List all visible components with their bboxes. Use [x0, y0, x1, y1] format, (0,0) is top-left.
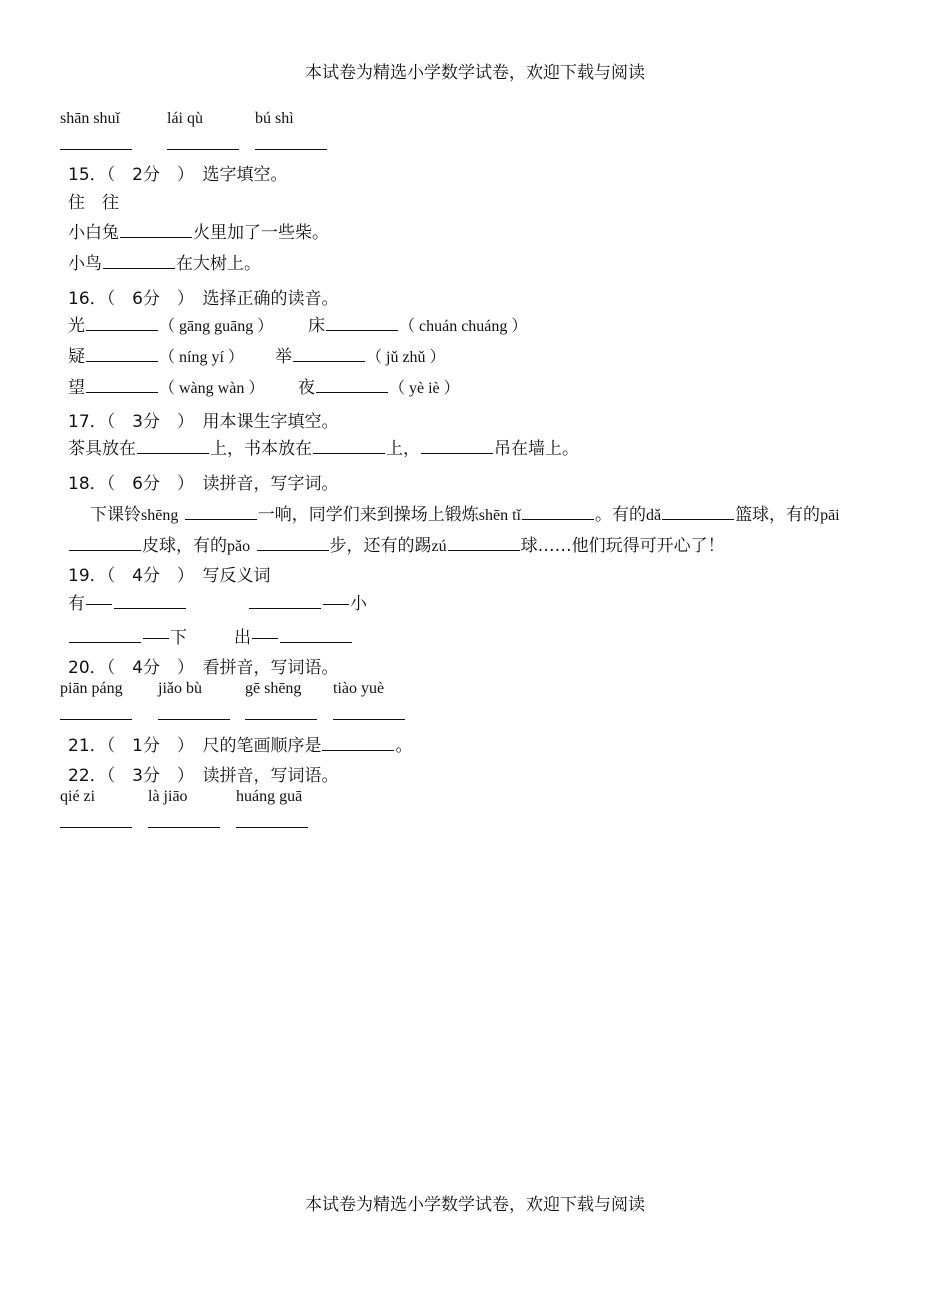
- char: 举: [275, 347, 292, 367]
- antonym-pair-2: [248, 589, 367, 614]
- answer-blank[interactable]: [86, 377, 158, 393]
- question-21: [68, 731, 412, 756]
- answer-blank[interactable]: [522, 504, 594, 520]
- answer-blank[interactable]: [249, 593, 321, 609]
- answer-blank[interactable]: [326, 315, 398, 331]
- sentence-text: 上，: [386, 439, 420, 459]
- answer-blank[interactable]: [120, 222, 192, 238]
- pinyin-choices: （ chuán chuáng ）: [399, 318, 528, 335]
- answer-blank[interactable]: [69, 535, 141, 551]
- antonym-pair-1: [68, 589, 187, 614]
- pinyin-choices: （ níng yí ）: [159, 349, 244, 366]
- period: 。: [395, 736, 413, 756]
- question-17-title: 17．（ 3分 ） 用本课生字填空。: [68, 412, 339, 432]
- pinyin: shēng: [141, 507, 179, 524]
- question-20-title: 20．（ 4分 ） 看拼音，写词语。: [68, 658, 339, 678]
- antonym-word: 出: [234, 628, 251, 648]
- antonym-pair-3: [68, 623, 187, 648]
- question-17-sentence: [68, 434, 579, 459]
- sentence-text: 上，书本放在: [210, 439, 312, 459]
- page-header: 本试卷为精选小学数学试卷，欢迎下载与阅读: [305, 63, 645, 83]
- antonym-word: 有: [68, 594, 85, 614]
- answer-blank[interactable]: [421, 438, 493, 454]
- sentence-text: 下课铃: [90, 505, 141, 525]
- answer-blank[interactable]: [185, 504, 257, 520]
- sentence-text: 。有的: [594, 505, 646, 525]
- answer-line[interactable]: [245, 719, 317, 720]
- answer-blank[interactable]: [313, 438, 385, 454]
- answer-blank[interactable]: [69, 627, 141, 643]
- antonym-pair-4: [234, 623, 353, 648]
- pinyin-2: lái qù: [167, 110, 203, 127]
- question-16-title: 16．（ 6分 ） 选择正确的读音。: [68, 289, 339, 309]
- char: 疑: [68, 347, 85, 367]
- sentence-text: 火里加了一些柴。: [193, 223, 329, 243]
- question-15-title: 15．（ 2分 ） 选字填空。: [68, 165, 288, 185]
- sentence-text: 小白兔: [68, 223, 119, 243]
- answer-line[interactable]: [236, 827, 308, 828]
- answer-line[interactable]: [60, 719, 132, 720]
- question-16-item: [68, 311, 273, 336]
- pinyin-3: bú shì: [255, 110, 294, 127]
- question-19-title: 19．（ 4分 ） 写反义词: [68, 566, 271, 586]
- question-15-options: 住 往: [68, 193, 119, 213]
- question-18-title: 18．（ 6分 ） 读拼音，写字词。: [68, 474, 339, 494]
- question-18-line-2: [68, 531, 725, 556]
- answer-blank[interactable]: [257, 535, 329, 551]
- sentence-text: 步，还有的踢: [329, 536, 432, 556]
- answer-blank[interactable]: [137, 438, 209, 454]
- char: 夜: [298, 378, 315, 398]
- answer-blank[interactable]: [103, 253, 175, 269]
- sentence-text: 小鸟: [68, 254, 102, 274]
- answer-blank[interactable]: [662, 504, 734, 520]
- question-15-sentence-1: [68, 218, 329, 243]
- pinyin: tiào yuè: [333, 680, 385, 697]
- sentence-text: 篮球，有的: [735, 505, 821, 525]
- antonym-word: 下: [170, 628, 187, 648]
- pinyin: là jiāo: [148, 788, 188, 805]
- question-15-sentence-2: [68, 249, 261, 274]
- answer-blank[interactable]: [86, 346, 158, 362]
- char: 望: [68, 378, 85, 398]
- sentence-text: 吊在墙上。: [494, 439, 579, 459]
- dash: [143, 638, 169, 639]
- dash: [252, 638, 278, 639]
- pinyin-1: shān shuǐ: [60, 110, 120, 127]
- pinyin: zú: [431, 538, 447, 555]
- answer-blank[interactable]: [114, 593, 186, 609]
- answer-blank[interactable]: [316, 377, 388, 393]
- answer-line[interactable]: [60, 149, 132, 150]
- sentence-text: 在大树上。: [176, 254, 261, 274]
- pinyin: shēn tǐ: [478, 507, 521, 524]
- antonym-word: 小: [350, 594, 367, 614]
- page-footer: 本试卷为精选小学数学试卷，欢迎下载与阅读: [305, 1195, 645, 1215]
- char: 床: [308, 316, 325, 336]
- answer-line[interactable]: [167, 149, 239, 150]
- sentence-text: 一响，同学们来到操场上锻炼: [257, 505, 479, 525]
- answer-blank[interactable]: [448, 535, 520, 551]
- dash: [86, 604, 112, 605]
- sentence-text: 皮球，有的: [142, 536, 227, 556]
- pinyin-choices: （ jǔ zhǔ ）: [366, 349, 446, 366]
- sentence-text: 茶具放在: [68, 439, 136, 459]
- pinyin: huáng guā: [236, 788, 303, 805]
- answer-blank[interactable]: [280, 627, 352, 643]
- question-16-item: [308, 311, 527, 336]
- pinyin: jiǎo bù: [158, 680, 202, 697]
- answer-blank[interactable]: [86, 315, 158, 331]
- pinyin: piān páng: [60, 680, 123, 697]
- answer-blank[interactable]: [322, 735, 394, 751]
- pinyin: gē shēng: [245, 680, 302, 697]
- answer-line[interactable]: [255, 149, 327, 150]
- pinyin-choices: （ yè iè ）: [389, 380, 460, 397]
- answer-blank[interactable]: [293, 346, 365, 362]
- question-22-title: 22．（ 3分 ） 读拼音，写词语。: [68, 766, 339, 786]
- pinyin-choices: （ wàng wàn ）: [159, 380, 265, 397]
- pinyin: pǎo: [227, 538, 251, 555]
- sentence-text: 球……他们玩得可开心了！: [520, 536, 725, 556]
- pinyin: dǎ: [645, 507, 662, 524]
- question-16-item: [68, 342, 244, 367]
- dash: [323, 604, 349, 605]
- question-18-line-1: [90, 500, 840, 525]
- question-16-item: [68, 373, 264, 398]
- char: 光: [68, 316, 85, 336]
- pinyin-choices: （ gāng guāng ）: [159, 318, 274, 335]
- answer-line[interactable]: [333, 719, 405, 720]
- question-16-item: [298, 373, 460, 398]
- question-16-item: [275, 342, 446, 367]
- answer-line[interactable]: [60, 827, 132, 828]
- answer-line[interactable]: [158, 719, 230, 720]
- pinyin: qié zi: [60, 788, 96, 805]
- pinyin: pāi: [820, 507, 840, 524]
- question-21-title: 21．（ 1分 ） 尺的笔画顺序是: [68, 736, 322, 756]
- answer-line[interactable]: [148, 827, 220, 828]
